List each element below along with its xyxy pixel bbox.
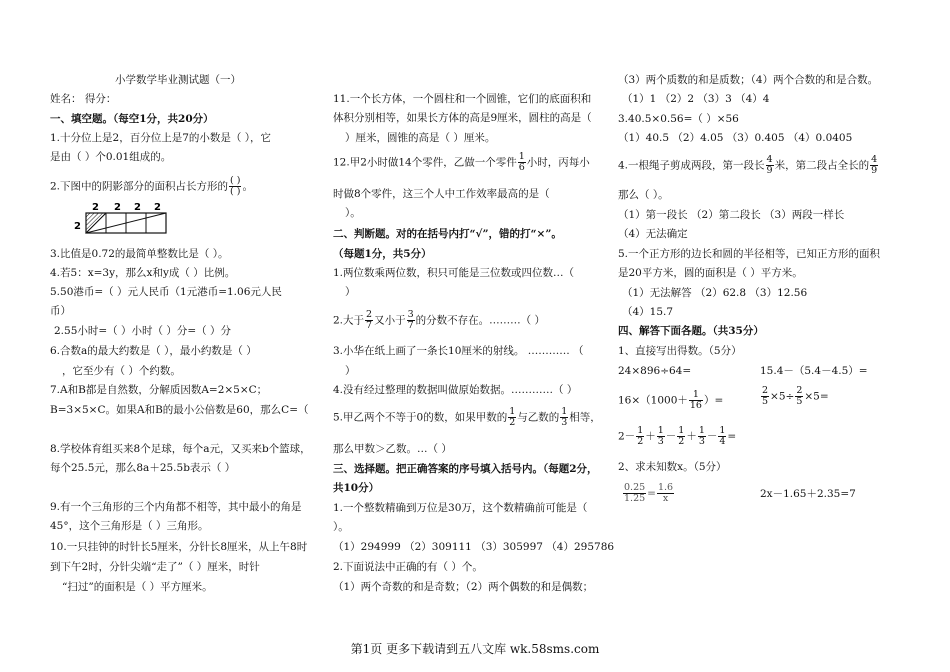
q12-text-b: 小时，丙每小 — [526, 156, 590, 169]
q6-line1: 6.合数a的最大约数是（ ），最小约数是（ ） — [50, 345, 257, 357]
calc-5-fraction-4: $\frac{1}{3}$ — [698, 425, 705, 447]
c4-line2: 那么（ ）。 — [618, 189, 669, 201]
calc-5-op-2: － — [665, 430, 677, 443]
j3-line1: 3.小华在纸上画了一条长10厘米的射线。 ………… （ — [333, 345, 584, 357]
calc-1: 24×896÷64= — [618, 365, 692, 377]
j5-line1 — [333, 407, 601, 428]
s4-q2-heading: 2、求未知数x。（5分） — [618, 461, 727, 473]
j1-line2: ） — [345, 286, 356, 298]
calc-4-text-b: ×5= — [804, 390, 829, 403]
q5-line3: 2.55小时=（ ）小时（ ）分=（ ）分 — [54, 325, 231, 337]
q9-line1: 9.有一个三角形的三个内角都不相等，其中最小的角是 — [50, 501, 302, 513]
calc-4-text-a: ×5÷ — [770, 390, 795, 403]
c4-fraction-a: $\frac{4}{9}$ — [766, 154, 773, 176]
j5-text-c: 相等， — [569, 411, 601, 424]
q2-blank-fraction: ( ) ( ) — [230, 175, 241, 197]
name-score-line: 姓名： 得分： — [50, 93, 117, 105]
c2-options-a: （1）两个奇数的和是奇数；（2）两个偶数的和是偶数； — [333, 581, 594, 593]
figure-top-label-1: 2 — [92, 202, 99, 213]
calc-3 — [618, 390, 723, 411]
calc-5-fraction-1: $\frac{1}{2}$ — [637, 425, 644, 447]
q8-line1: 8.学校体育组买来8个足球，每个a元，又买来b个篮球， — [50, 443, 311, 455]
figure-top-label-4: 2 — [154, 202, 161, 213]
c4-choices-a: （1）第一段长 （2）第二段长 （3）两段一样长 — [618, 209, 845, 221]
q1-line2: 是由（ ）个0.01组成的。 — [50, 151, 172, 163]
calc-5-op-4: － — [706, 430, 718, 443]
figure-left-label: 2 — [74, 221, 81, 232]
j5-text-b: 与乙数的 — [517, 411, 560, 424]
j5-fraction-a: $\frac{1}{2}$ — [509, 406, 516, 428]
q7-line1: 7.A和B都是自然数，分解质因数A=2×5×C； — [50, 384, 268, 396]
j5-text-a: 5.甲乙两个不等于0的数，如果甲数的 — [333, 411, 508, 424]
q4-line: 4.若5：x=3y，那么x和y成（ ）比例。 — [50, 267, 236, 279]
section-3-heading: 三、选择题。把正确答案的序号填入括号内。（每题2分， — [333, 463, 598, 475]
q5-line2: 币） — [50, 305, 71, 317]
q10-line1: 10.一只挂钟的时针长5厘米，分针长8厘米，从上午8时 — [50, 541, 308, 553]
calc-5-fraction-5: $\frac{1}{4}$ — [719, 425, 726, 447]
q12-line1 — [333, 152, 590, 173]
j2-text-a: 2.大于 — [333, 314, 365, 327]
calc-5-fraction-2: $\frac{1}{3}$ — [657, 425, 664, 447]
calc-2: 15.4－（5.4－4.5）= — [760, 365, 868, 377]
q11-line3: ）厘米，圆锥的高是（ ）厘米。 — [345, 132, 496, 144]
equation-1: $\frac{0.25}{1.25}$ = $\frac{1.6}{x}$ — [624, 482, 674, 504]
shaded-rectangle-figure — [72, 201, 222, 235]
j1-line1: 1.两位数乘两位数，积只可能是三位数或四位数…（ — [333, 267, 575, 279]
j2-line — [333, 310, 545, 331]
calc-5-text-0: 2－ — [618, 430, 636, 443]
c2-options-b: （3）两个质数的和是质数；（4）两个合数的和是合数。 — [618, 74, 879, 86]
q7-line2: B=3×5×C。如果A和B的最小公倍数是60，那么C=（ — [50, 404, 309, 416]
q12-line3: ）。 — [345, 207, 361, 219]
calc-4-fraction-b: $\frac{2}{5}$ — [796, 385, 803, 407]
q12-fraction: $\frac{1}{6}$ — [518, 151, 525, 173]
q3-line: 3.比值是0.72的最简单整数比是（ ）。 — [50, 248, 229, 260]
c4-text-a: 4.一根绳子剪成两段，第一段长 — [618, 159, 765, 172]
calc-5-equals: = — [727, 430, 737, 443]
eq1-fraction-right: $\frac{1.6}{x}$ — [657, 482, 674, 504]
section-2-subheading: （每题1分，共5分） — [333, 248, 432, 260]
q2-line: 2.下图中的阴影部分的面积占长方形的 ( ) ( ) 。 — [50, 175, 253, 197]
calc-3-text-b: ）= — [703, 394, 724, 407]
c3-choices: （1）40.5 （2）4.05 （3）0.405 （4）0.0405 — [618, 132, 853, 144]
q10-line3: “扫过”的面积是（ ）平方厘米。 — [62, 581, 213, 593]
calc-5-op-3: ＋ — [686, 430, 697, 443]
j3-line2: ） — [345, 365, 356, 377]
q12-line2: 时做8个零件，这三个人中工作效率最高的是（ — [333, 188, 550, 200]
c5-line1: 5.一个正方形的边长和圆的半径相等，已知正方形的面积 — [618, 248, 881, 260]
j2-fraction-b: $\frac{3}{7}$ — [407, 309, 414, 331]
page-footer: 第1页 更多下载请到五八文库 wk.58sms.com — [350, 642, 600, 656]
c3-line: 3.40.5×0.56=（ ）×56 — [618, 113, 739, 125]
calc-5 — [618, 426, 736, 447]
q6-line2: ，它至少有（ ）个约数。 — [62, 365, 181, 377]
figure-top-label-3: 2 — [134, 202, 141, 213]
q2-figure — [72, 201, 222, 238]
c4-line1 — [618, 155, 879, 176]
section-4-heading: 四、解答下面各题。（共35分） — [618, 325, 764, 337]
c1-line1: 1.一个整数精确到万位是30万，这个数精确前可能是（ — [333, 502, 588, 514]
c2-choices: （1）1 （2）2 （3）3 （4）4 — [622, 93, 770, 105]
c5-line2: 是20平方米，圆的面积是（ ）平方米。 — [618, 267, 803, 279]
section-3-subheading: 共10分） — [333, 482, 380, 494]
calc-3-fraction: $\frac{1}{16}$ — [689, 389, 702, 411]
c5-choices-a: （1）无法解答 （2）62.8 （3）12.56 — [622, 287, 808, 299]
calc-5-fraction-3: $\frac{1}{2}$ — [678, 425, 685, 447]
c2-line: 2.下面说法中正确的有（ ）个。 — [333, 561, 483, 573]
c4-choices-b: （4）无法确定 — [618, 228, 688, 240]
exam-title: 小学数学毕业测试题（一） — [115, 74, 241, 86]
q11-line2: 体积分别相等，如果长方体的高是9厘米，圆柱的高是（ — [333, 112, 592, 124]
c4-text-b: 米，第二段占全长的 — [774, 159, 870, 172]
j2-text-b: 又小于 — [374, 314, 406, 327]
q2-text: 2.下图中的阴影部分的面积占长方形的 — [50, 180, 229, 193]
q9-line2: 45°，这个三角形是（ ）三角形。 — [50, 520, 209, 532]
calc-4-fraction-a: $\frac{2}{5}$ — [762, 385, 769, 407]
q10-line2: 到下午2时，分针尖端“走了”（ ）厘米，时针 — [50, 561, 260, 573]
calc-5-op-1: ＋ — [645, 430, 656, 443]
calc-4 — [760, 386, 829, 407]
s4-q1-heading: 1、直接写出得数。（5分） — [618, 345, 742, 357]
c1-options: （1）294999 （2）309111 （3）305997 （4）295786 — [333, 541, 615, 553]
j2-fraction-a: $\frac{2}{7}$ — [366, 309, 373, 331]
c5-choices-b: （4）15.7 — [622, 306, 674, 318]
q1-line1: 1.十分位上是2，百分位上是7的小数是（ ），它 — [50, 132, 271, 144]
q8-line2: 每个25.5元，那么8a＋25.5b表示（ ） — [50, 462, 236, 474]
eq1-fraction-left: $\frac{0.25}{1.25}$ — [624, 482, 646, 504]
section-2-heading: 二、判断题。对的在括号内打“√”，错的打“×”。 — [333, 228, 562, 240]
j2-text-c: 的分数不存在。………（ ） — [415, 314, 545, 327]
q5-line1: 5.50港币=（ ）元人民币（1元港币=1.06元人民 — [50, 286, 282, 298]
c1-line2: ）。 — [333, 521, 349, 533]
figure-top-label-2: 2 — [114, 202, 121, 213]
j5-fraction-b: $\frac{1}{3}$ — [561, 406, 568, 428]
j4-line: 4.没有经过整理的数据叫做原始数据。…………（ ） — [333, 384, 578, 396]
q11-line1: 11.一个长方体，一个圆柱和一个圆锥，它们的底面积和 — [333, 93, 592, 105]
calc-3-text-a: 16×（1000＋ — [618, 394, 688, 407]
c4-fraction-b: $\frac{4}{9}$ — [871, 154, 878, 176]
q12-text-a: 12.甲2小时做14个零件，乙做一个零件 — [333, 156, 517, 169]
equation-2: 2x－1.65＋2.35=7 — [760, 488, 856, 500]
section-1-heading: 一、填空题。（每空1分，共20分） — [50, 113, 214, 125]
j5-line2: 那么甲数＞乙数。…（ ） — [333, 443, 452, 455]
